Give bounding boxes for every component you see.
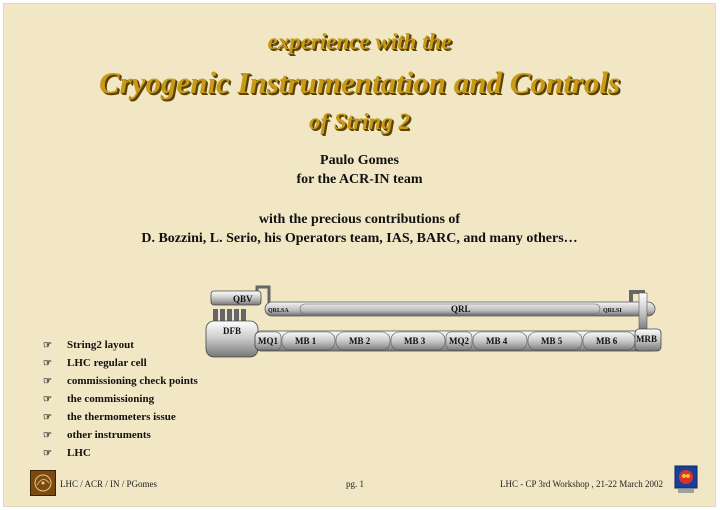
qrlsa-label: QRLSA xyxy=(268,308,289,314)
dfb-box xyxy=(206,309,258,357)
list-item[interactable]: ☞ other instruments xyxy=(43,429,151,441)
hand-pointer-icon: ☞ xyxy=(43,429,52,441)
footer-page: pg. 1 xyxy=(346,479,364,489)
qbv-box xyxy=(211,291,261,305)
magnet-label: MB 5 xyxy=(541,336,563,346)
title-line-3: of String 2 xyxy=(309,109,410,134)
hand-pointer-icon: ☞ xyxy=(43,447,52,459)
title-line-2: Cryogenic Instrumentation and Controls xyxy=(98,65,621,100)
topic-list xyxy=(43,336,198,462)
hand-pointer-icon: ☞ xyxy=(43,339,52,351)
list-item[interactable]: ☞ the commissioning xyxy=(43,393,155,405)
magnet-label: MB 3 xyxy=(404,336,426,346)
magnet-label: MQ1 xyxy=(258,336,278,346)
qrl-label: QRL xyxy=(451,304,471,314)
hand-pointer-icon: ☞ xyxy=(43,375,52,387)
hand-pointer-icon: ☞ xyxy=(43,393,52,405)
mrb-label: MRB xyxy=(636,334,657,344)
qrl-pipe xyxy=(265,302,655,316)
list-item[interactable]: ☞ LHC regular cell xyxy=(43,357,147,369)
footer-left: LHC / ACR / IN / PGomes xyxy=(60,479,158,489)
magnet-label: MQ2 xyxy=(449,336,469,346)
dfb-label: DFB xyxy=(223,326,241,336)
hand-pointer-icon: ☞ xyxy=(43,357,52,369)
lhc-logo-icon xyxy=(674,465,698,495)
magnet-label: MB 4 xyxy=(486,336,508,346)
list-item[interactable]: ☞ the thermometers issue xyxy=(43,411,176,423)
list-item[interactable]: ☞ commissioning check points xyxy=(43,375,198,387)
qbv-label: QBV xyxy=(233,294,253,304)
magnet-label: MB 2 xyxy=(349,336,371,346)
list-item[interactable]: ☞ String2 layout xyxy=(43,339,134,351)
mrb-box xyxy=(635,329,661,351)
contrib-line-1: with the precious contributions of xyxy=(258,212,461,227)
cern-logo-icon xyxy=(30,470,56,496)
slide xyxy=(3,3,716,507)
author-team: for the ACR-IN team xyxy=(296,172,423,187)
footer-right: LHC - CP 3rd Workshop , 21-22 March 2002 xyxy=(500,479,664,489)
magnet-label: MB 6 xyxy=(596,336,618,346)
contrib-line-2: D. Bozzini, L. Serio, his Operators team, IAS, BARC, and many others… xyxy=(141,231,578,246)
hand-pointer-icon: ☞ xyxy=(43,411,52,423)
author-name: Paulo Gomes xyxy=(320,153,399,168)
title-line-1: experience with the xyxy=(267,29,452,54)
magnet-label: MB 1 xyxy=(295,336,317,346)
list-item[interactable]: ☞ LHC xyxy=(43,447,91,459)
qrlsi-label: QRLSI xyxy=(603,308,622,314)
